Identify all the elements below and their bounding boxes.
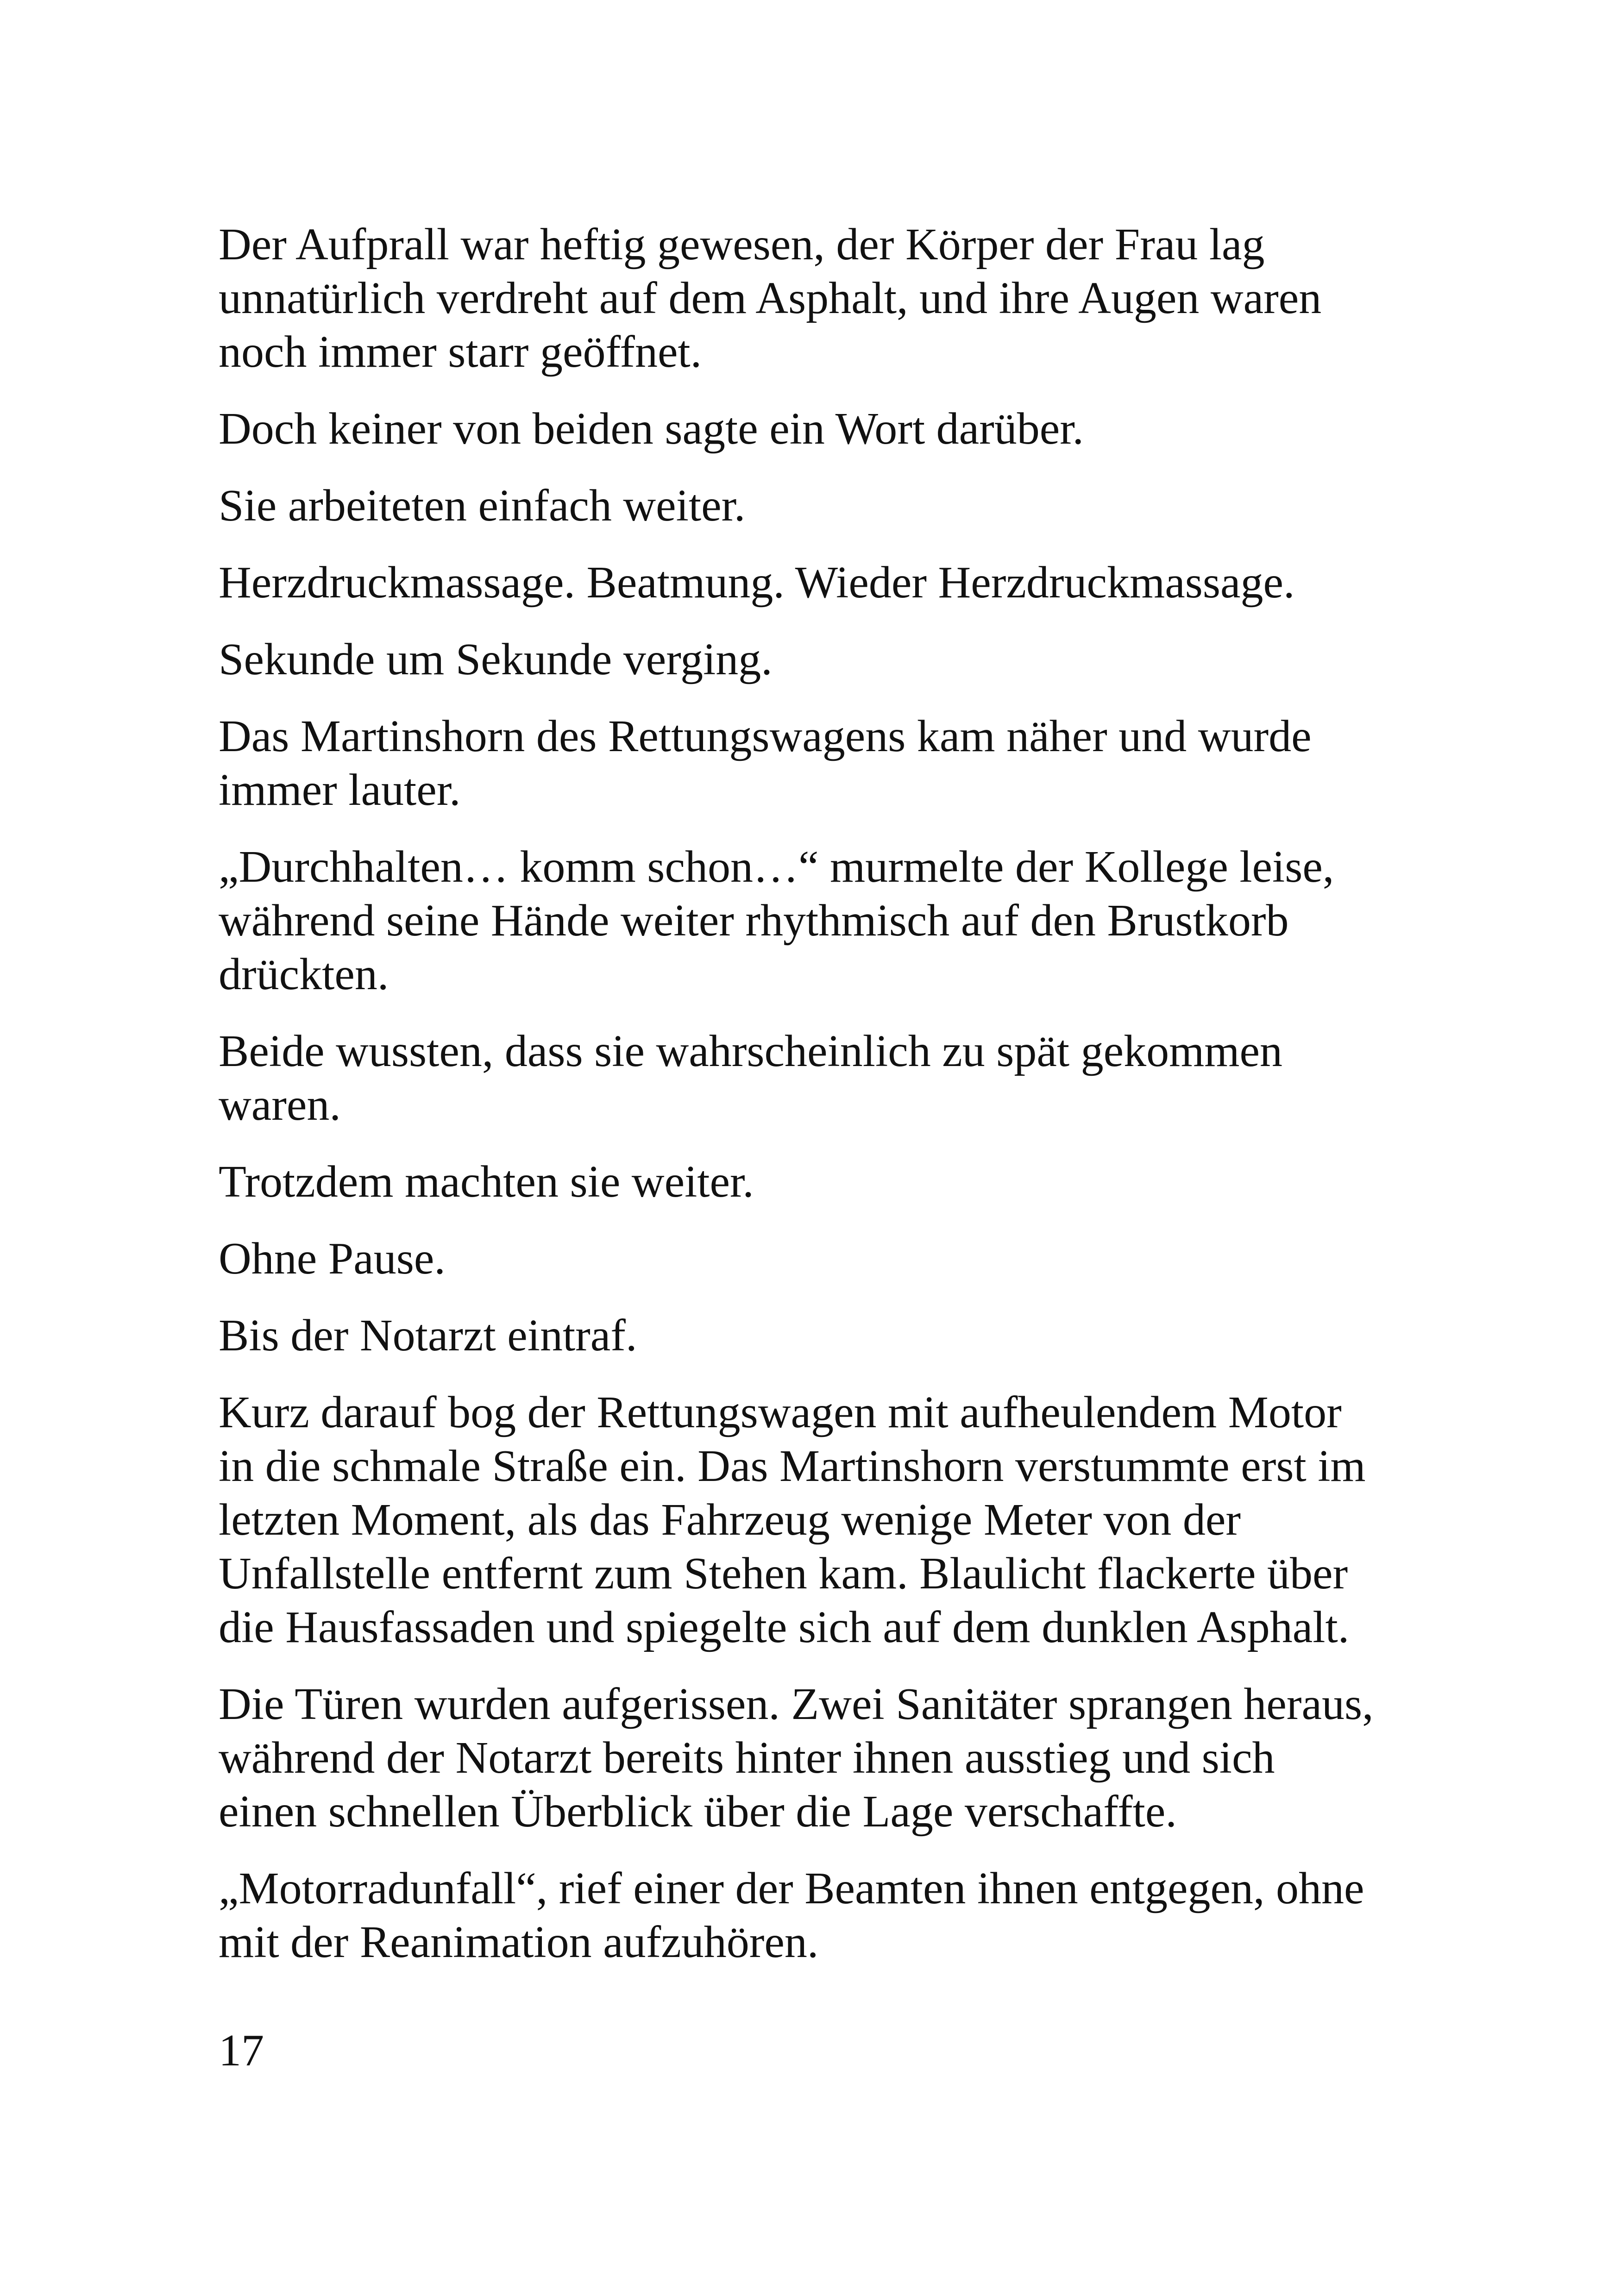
paragraph: Ohne Pause. (219, 1234, 446, 1284)
paragraph: Herzdruckmassage. Beatmung. Wieder Herzdruckmassage. (219, 558, 1295, 608)
paragraph: Trotzdem machten sie weiter. (219, 1157, 754, 1207)
paragraph: Bis der Notarzt eintraf. (219, 1311, 637, 1361)
paragraph: Sekunde um Sekunde verging. (219, 634, 773, 684)
paragraph: „Motorradunfall“, rief einer der Beamten ihnen entgegen, ohne mit der Reanimation aufzuhören. (219, 1863, 1364, 1967)
paragraph: Doch keiner von beiden sagte ein Wort darüber. (219, 404, 1084, 454)
paragraph: Der Aufprall war heftig gewesen, der Körper der Frau lag unnatürlich verdreht auf dem Asphalt, und ihre Augen waren noch immer starr geöffnet. (219, 220, 1322, 377)
paragraph: Die Türen wurden aufgerissen. Zwei Sanitäter sprangen heraus, während der Notarzt bereits hinter ihnen ausstieg und sich einen schnellen Überblick über die Lage verschaffte. (219, 1679, 1374, 1837)
paragraph: Beide wussten, dass sie wahrscheinlich zu spät gekommen waren. (219, 1026, 1283, 1130)
paragraph: Sie arbeiteten einfach weiter. (219, 481, 746, 531)
page-number: 17 (219, 2026, 264, 2076)
paragraph: Kurz darauf bog der Rettungswagen mit aufheulendem Motor in die schmale Straße ein. Das Martinshorn verstummte erst im letzten Moment, als das Fahrzeug wenige Meter von der Unfallstelle entfernt zum Stehen kam. Blaulicht flackerte über die Hausfassaden und spiegelte sich auf dem dunklen Asphalt. (219, 1387, 1366, 1652)
paragraph: „Durchhalten… komm schon…“ murmelte der Kollege leise, während seine Hände weiter rhythmisch auf den Brustkorb drückten. (219, 842, 1334, 999)
body-text (219, 218, 1441, 1992)
paragraph: Das Martinshorn des Rettungswagens kam näher und wurde immer lauter. (219, 711, 1312, 815)
